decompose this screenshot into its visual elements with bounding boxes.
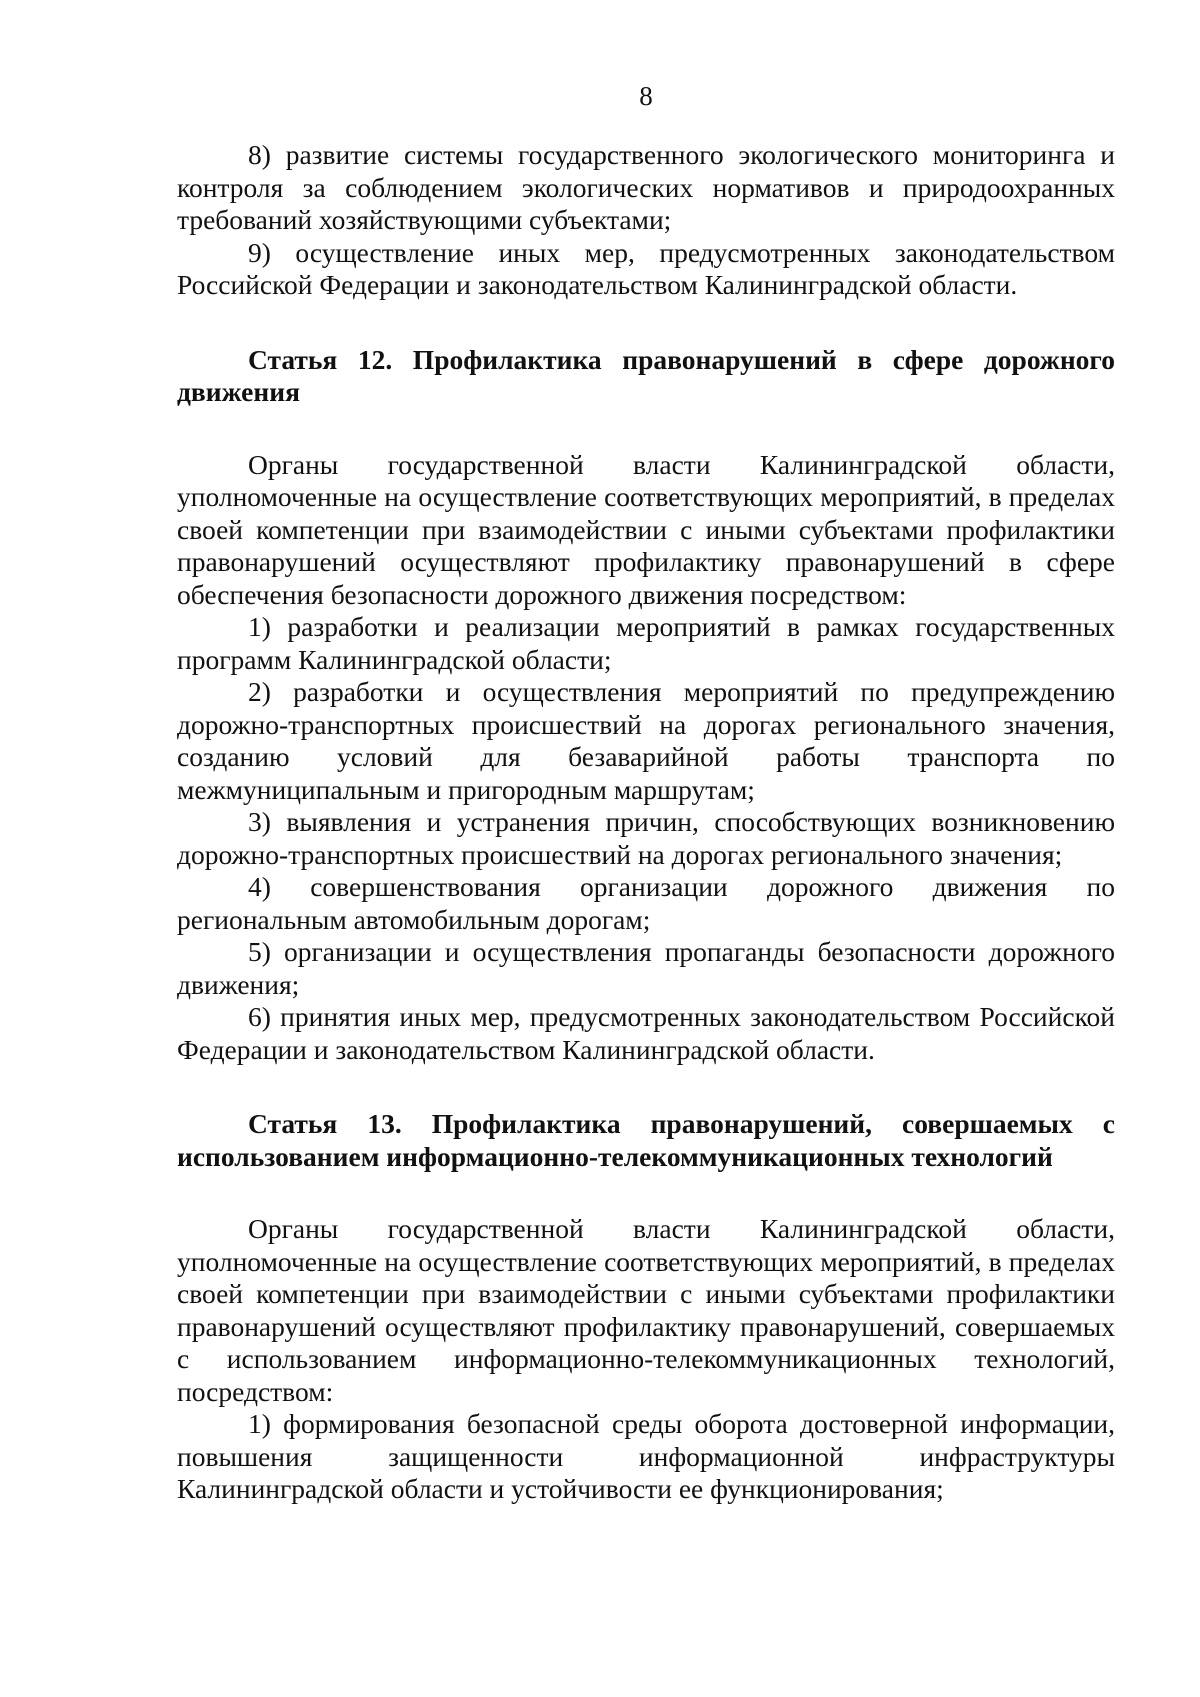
article-12-item-4: 4) совершенствования организации дорожного движения по региональным автомобильным дорогам; bbox=[177, 871, 1115, 935]
spacer bbox=[177, 1066, 1115, 1108]
article-13-intro: Органы государственной власти Калининградской области, уполномоченные на осуществление соответствующих мероприятий, в пределах своей компетенции при взаимодействии с иными субъектами профилактики правонарушений осуществляют профилактику правонарушений, совершаемых с использованием информационно-телекоммуникационных технологий, посредством: bbox=[177, 1213, 1115, 1407]
article-12-heading: Статья 12. Профилактика правонарушений в сфере дорожного движения bbox=[177, 343, 1115, 407]
spacer bbox=[177, 302, 1115, 344]
page-number: 8 bbox=[639, 81, 653, 111]
document-body bbox=[177, 139, 1115, 1506]
article-12-intro: Органы государственной власти Калининградской области, уполномоченные на осуществление соответствующих мероприятий, в пределах своей компетенции при взаимодействии с иными субъектами профилактики правонарушений осуществляют профилактику правонарушений в сфере обеспечения безопасности дорожного движения посредством: bbox=[177, 448, 1115, 610]
article-12-item-2: 2) разработки и осуществления мероприятий по предупреждению дорожно-транспортных происшествий на дорогах регионального значения, созданию условий для безаварийной работы транспорта по межмуниципальным и пригородным маршрутам; bbox=[177, 676, 1115, 805]
article-12-item-5: 5) организации и осуществления пропаганды безопасности дорожного движения; bbox=[177, 936, 1115, 1000]
article-13-heading: Статья 13. Профилактика правонарушений, совершаемых с использованием информационно-телекоммуникационных технологий bbox=[177, 1108, 1115, 1172]
list-item-8: 8) развитие системы государственного экологического мониторинга и контроля за соблюдением экологических нормативов и природоохранных требований хозяйствующими субъектами; bbox=[177, 139, 1115, 235]
spacer bbox=[177, 1173, 1115, 1213]
article-13-item-1: 1) формирования безопасной среды оборота достоверной информации, повышения защищенности информационной инфраструктуры Калининградской области и устойчивости ее функционирования; bbox=[177, 1408, 1115, 1504]
article-12-item-3: 3) выявления и устранения причин, способствующих возникновению дорожно-транспортных происшествий на дорогах регионального значения; bbox=[177, 806, 1115, 870]
article-12-item-1: 1) разработки и реализации мероприятий в рамках государственных программ Калининградской области; bbox=[177, 611, 1115, 675]
article-12-item-6: 6) принятия иных мер, предусмотренных законодательством Российской Федерации и законодательством Калининградской области. bbox=[177, 1001, 1115, 1065]
list-item-9: 9) осуществление иных мер, предусмотренных законодательством Российской Федерации и законодательством Калининградской области. bbox=[177, 236, 1115, 300]
spacer bbox=[177, 409, 1115, 449]
